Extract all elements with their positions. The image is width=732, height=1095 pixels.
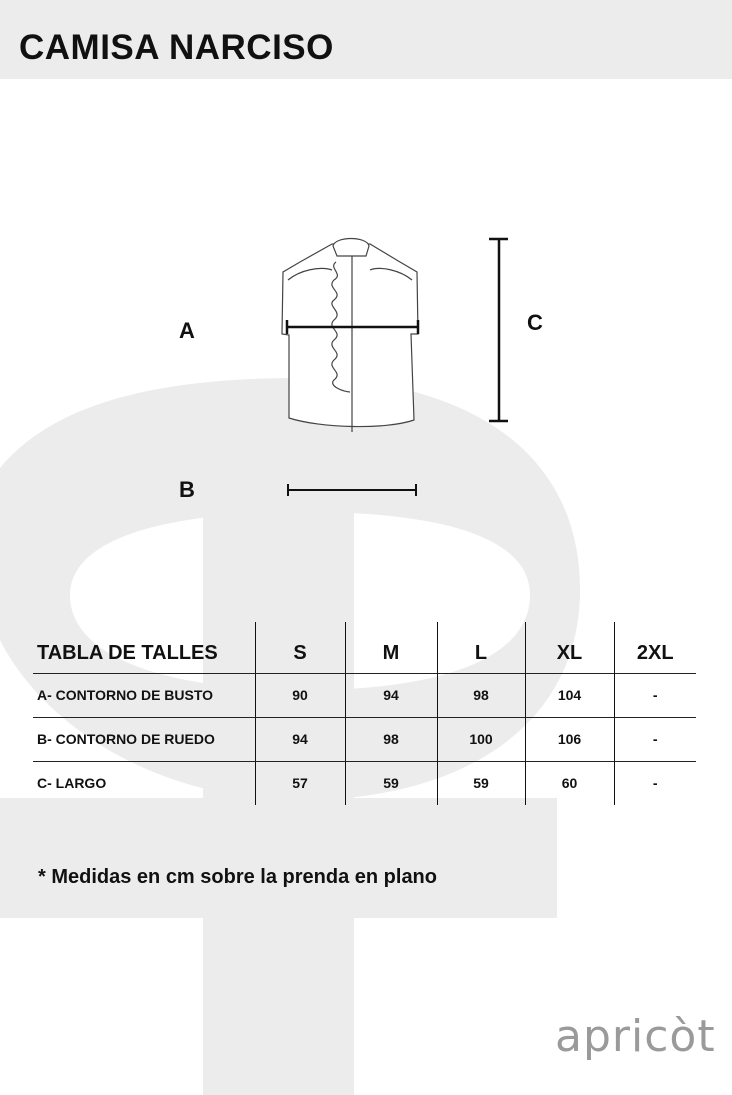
page-title: CAMISA NARCISO: [19, 28, 334, 67]
row-value: -: [614, 761, 696, 805]
measure-b-line: [288, 484, 416, 496]
label-c: C: [527, 310, 543, 335]
row-value: 98: [437, 673, 525, 717]
table-title: TABLA DE TALLES: [33, 622, 255, 673]
row-value: 90: [255, 673, 345, 717]
row-value: 104: [525, 673, 614, 717]
row-value: -: [614, 717, 696, 761]
measurement-note: * Medidas en cm sobre la prenda en plano: [38, 866, 437, 888]
row-value: 100: [437, 717, 525, 761]
row-value: 94: [345, 673, 437, 717]
label-b: B: [179, 477, 195, 502]
row-value: 106: [525, 717, 614, 761]
row-value: 57: [255, 761, 345, 805]
size-header: S: [255, 622, 345, 673]
row-value: 59: [345, 761, 437, 805]
brand-logo: apricòt: [555, 1011, 716, 1062]
row-value: 94: [255, 717, 345, 761]
row-label: A- CONTORNO DE BUSTO: [33, 673, 255, 717]
label-a: A: [179, 318, 195, 343]
table-row: [33, 673, 696, 717]
size-header: L: [437, 622, 525, 673]
row-value: -: [614, 673, 696, 717]
size-header: 2XL: [614, 622, 696, 673]
size-table: [33, 622, 696, 805]
table-header-row: [33, 622, 696, 673]
shirt-drawing: [282, 239, 418, 433]
size-header: M: [345, 622, 437, 673]
table-row: [33, 717, 696, 761]
row-value: 98: [345, 717, 437, 761]
measure-c-line: [489, 239, 508, 421]
table-row: [33, 761, 696, 805]
row-value: 60: [525, 761, 614, 805]
size-header: XL: [525, 622, 614, 673]
row-value: 59: [437, 761, 525, 805]
row-label: C- LARGO: [37, 775, 107, 791]
row-label: B- CONTORNO DE RUEDO: [33, 717, 255, 761]
